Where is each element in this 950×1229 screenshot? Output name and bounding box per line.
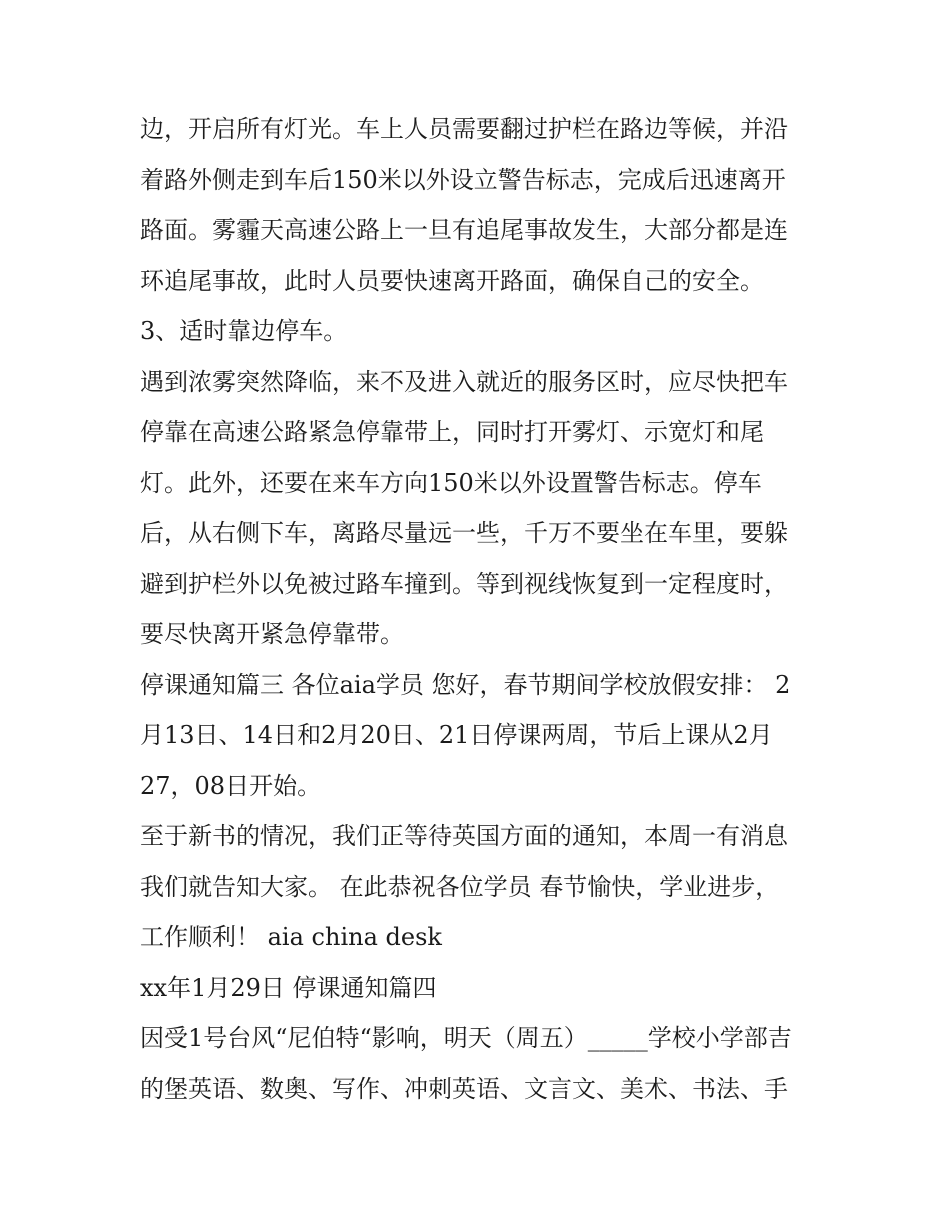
text-line: 停靠在高速公路紧急停靠带上，同时打开雾灯、示宽灯和尾 (140, 418, 764, 446)
text-line: 的堡英语、数奥、写作、冲刺英语、文言文、美术、书法、手 (140, 1074, 788, 1103)
text-line: 月13日、14日和2月20日、21日停课两周，节后上课从2月 (140, 721, 773, 749)
text-line: 我们就告知大家。 在此恭祝各位学员 春节愉快，学业进步， (140, 872, 780, 901)
text-line: 着路外侧走到车后150米以外设立警告标志，完成后迅速离开 (140, 165, 786, 194)
text-line: 后，从右侧下车，离路尽量远一些，千万不要坐在车里，要躲 (140, 519, 788, 547)
section-heading: 3、适时靠边停车。 (140, 317, 348, 345)
text-line: 至于新书的情况，我们正等待英国方面的通知，本周一有消息 (140, 822, 788, 850)
notice-title-line: 停课通知篇三 各位aia学员 您好，春节期间学校放假安排： 2 (140, 670, 791, 699)
text-line: 环追尾事故，此时人员要快速离开路面，确保自己的安全。 (140, 266, 764, 295)
text-line: 27，08日开始。 (140, 771, 322, 800)
date-and-notice-title-line: xx年1月29日 停课通知篇四 (140, 973, 437, 1002)
text-line: 灯。此外，还要在来车方向150米以外设置警告标志。停车 (140, 468, 762, 497)
text-line: 避到护栏外以免被过路车撞到。等到视线恢复到一定程度时， (140, 569, 788, 598)
text-line: 边，开启所有灯光。车上人员需要翻过护栏在路边等候，并沿 (140, 115, 788, 143)
text-line: 因受1号台风“尼伯特“影响，明天（周五）_____学校小学部吉 (140, 1024, 792, 1052)
document-body (140, 110, 820, 1120)
text-line: 路面。雾霾天高速公路上一旦有追尾事故发生，大部分都是连 (140, 216, 788, 244)
text-line: 要尽快离开紧急停靠带。 (140, 620, 404, 648)
text-line: 遇到浓雾突然降临，来不及进入就近的服务区时，应尽快把车 (140, 367, 788, 396)
signature-line: 工作顺利！ aia china desk (140, 923, 442, 951)
